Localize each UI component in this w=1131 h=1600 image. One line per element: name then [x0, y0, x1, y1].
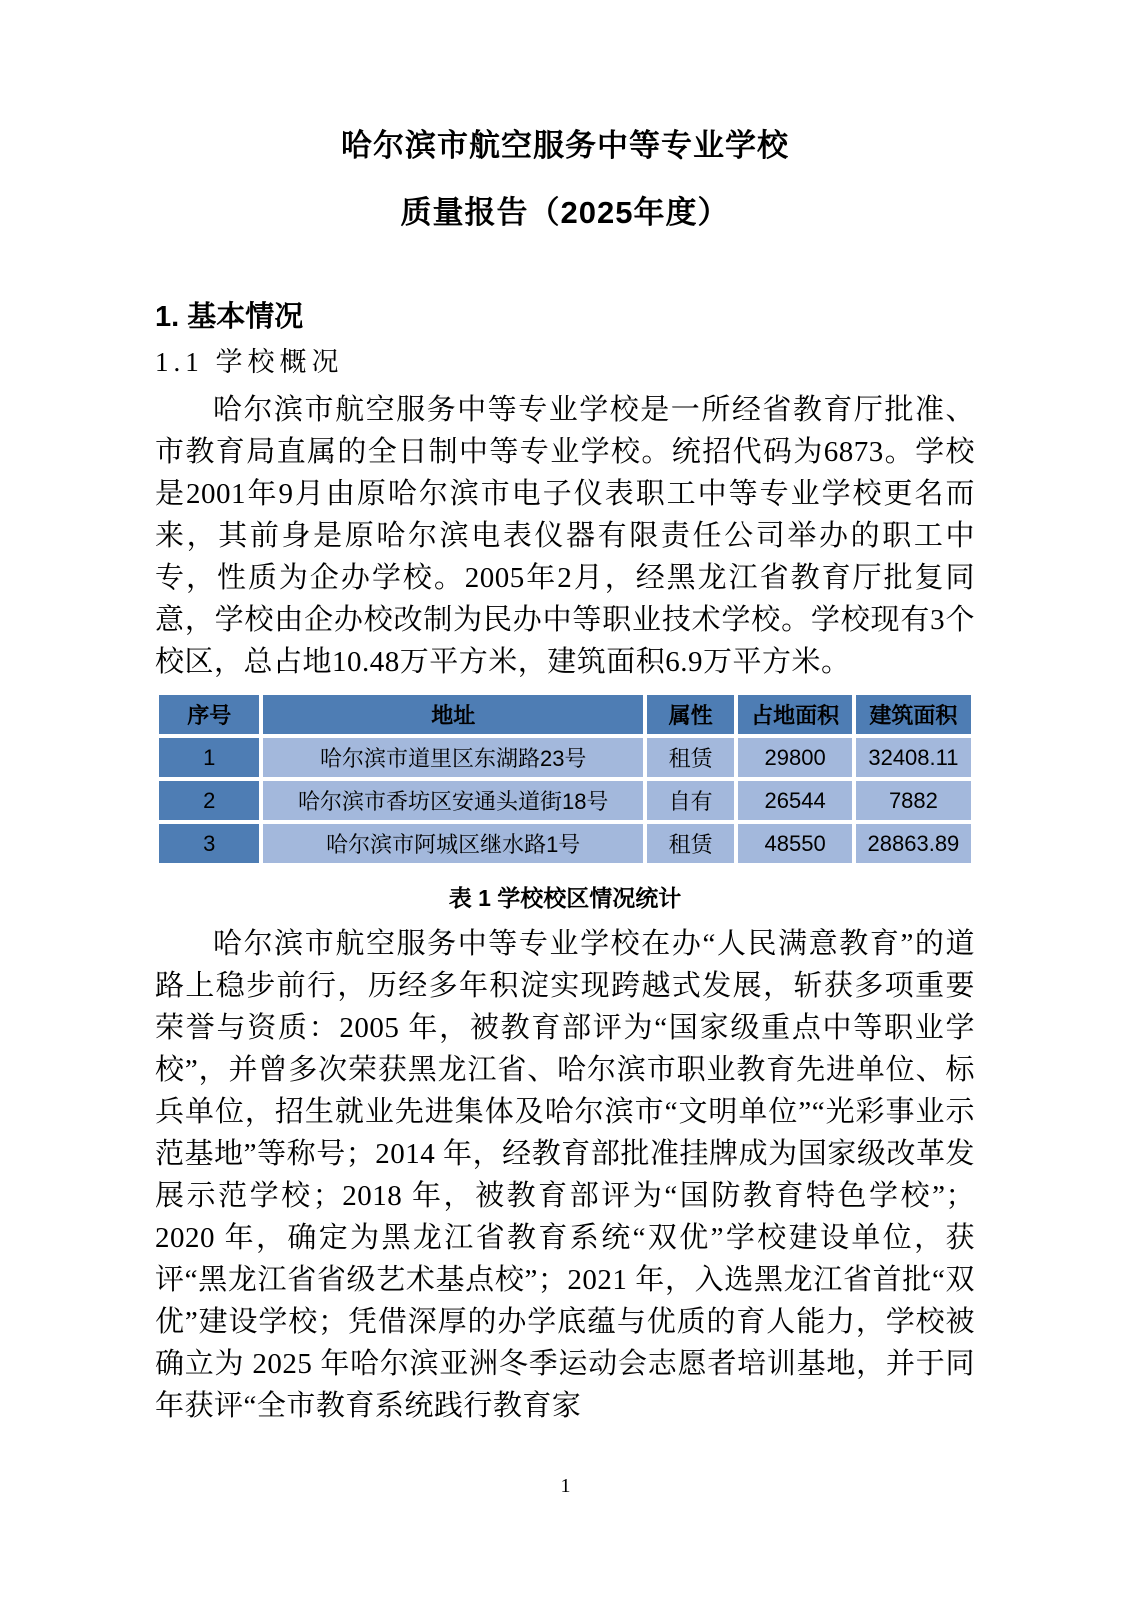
cell-building-area: 28863.89 — [854, 822, 973, 865]
column-header-address: 地址 — [261, 693, 645, 736]
cell-ownership: 自有 — [645, 779, 736, 822]
cell-address: 哈尔滨市道里区东湖路23号 — [261, 736, 645, 779]
cell-land-area: 48550 — [736, 822, 854, 865]
cell-ownership: 租赁 — [645, 822, 736, 865]
table-row — [157, 736, 973, 779]
cell-index: 2 — [157, 779, 261, 822]
cell-land-area: 26544 — [736, 779, 854, 822]
document-title-line2: 质量报告（2025年度） — [400, 195, 730, 230]
section-heading-basic-info: 1. 基本情况 — [155, 301, 304, 333]
paragraph-honors: 哈尔滨市航空服务中等专业学校在办“人民满意教育”的道路上稳步前行，历经多年积淀实现跨越式发展，斩获多项重要荣誉与资质：2005 年，被教育部评为“国家级重点中等职业学校”，并曾多次荣获黑龙江省、哈尔滨市职业教育先进单位、标兵单位，招生就业先进集体及哈尔滨市“文明单位”“光彩事业示范基地”等称号；2014 年，经教育部批准挂牌成为国家级改革发展示范学校；2018 年，被教育部评为“国防教育特色学校”；2020 年，确定为黑龙江省教育系统“双优”学校建设单位，获评“黑龙江省省级艺术基点校”；2021 年，入选黑龙江省首批“双优”建设学校；凭借深厚的办学底蕴与优质的育人能力，学校被确立为 2025 年哈尔滨亚洲冬季运动会志愿者培训基地，并于同年获评“全市教育系统践行教育家 — [155, 928, 975, 1422]
column-header-building-area: 建筑面积 — [854, 693, 973, 736]
cell-building-area: 32408.11 — [854, 736, 973, 779]
cell-ownership: 租赁 — [645, 736, 736, 779]
document-title-line1: 哈尔滨市航空服务中等专业学校 — [341, 128, 789, 163]
table-row — [157, 779, 973, 822]
table-caption: 表 1 学校校区情况统计 — [448, 885, 682, 911]
column-header-land-area: 占地面积 — [736, 693, 854, 736]
cell-address: 哈尔滨市阿城区继水路1号 — [261, 822, 645, 865]
cell-building-area: 7882 — [854, 779, 973, 822]
cell-land-area: 29800 — [736, 736, 854, 779]
cell-index: 1 — [157, 736, 261, 779]
campus-table — [155, 691, 975, 867]
column-header-ownership: 属性 — [645, 693, 736, 736]
column-header-index: 序号 — [157, 693, 261, 736]
cell-index: 3 — [157, 822, 261, 865]
table-row — [157, 822, 973, 865]
campus-table-head — [157, 693, 973, 736]
table-header-row — [157, 693, 973, 736]
campus-table-body — [157, 736, 973, 865]
paragraph-school-overview: 哈尔滨市航空服务中等专业学校是一所经省教育厅批准、市教育局直属的全日制中等专业学校。统招代码为6873。学校是2001年9月由原哈尔滨市电子仪表职工中等专业学校更名而来，其前身是原哈尔滨电表仪器有限责任公司举办的职工中专，性质为企办学校。2005年2月，经黑龙江省教育厅批复同意，学校由企办校改制为民办中等职业技术学校。学校现有3个校区，总占地10.48万平方米，建筑面积6.9万平方米。 — [155, 394, 975, 678]
page-number: 1 — [560, 1475, 571, 1497]
cell-address: 哈尔滨市香坊区安通头道街18号 — [261, 779, 645, 822]
subsection-heading-school-overview: 1.1 学校概况 — [155, 347, 344, 377]
